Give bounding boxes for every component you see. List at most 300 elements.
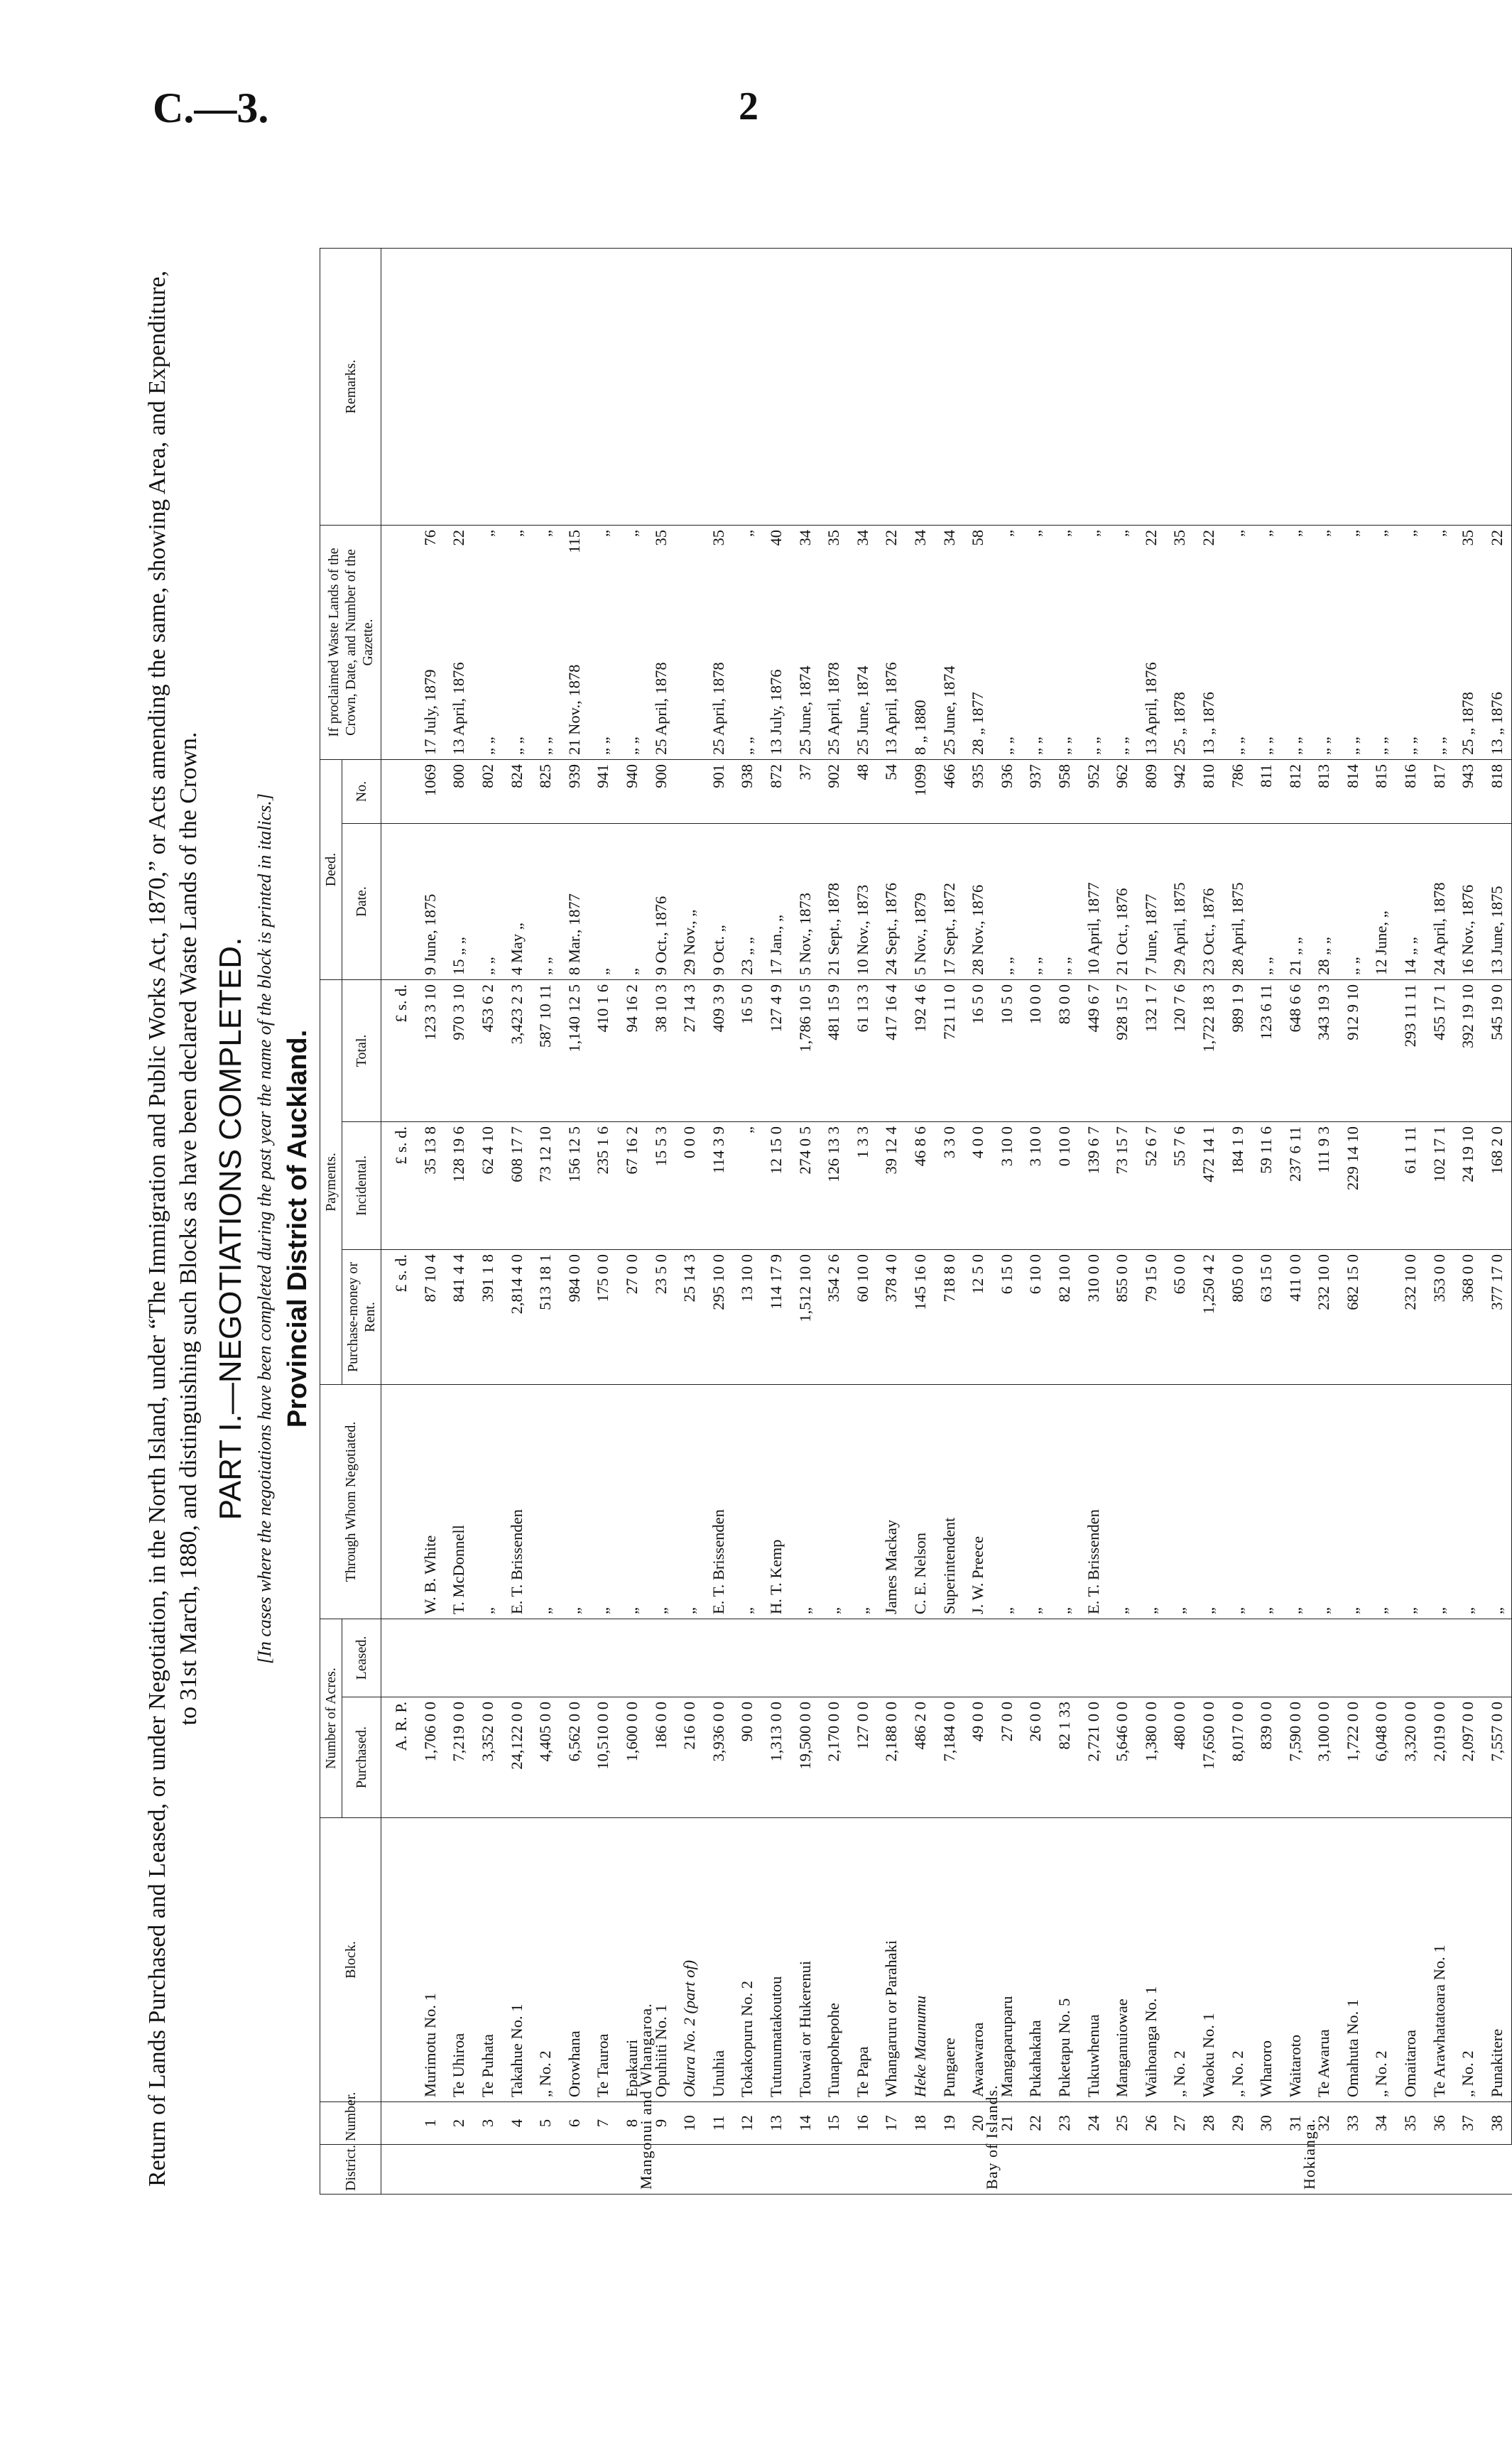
acres-purchased: 7,219 0 0 xyxy=(445,1697,474,1818)
gazette-number: „ xyxy=(479,529,497,537)
gazette-number: 22 xyxy=(450,529,468,546)
table-row xyxy=(445,248,474,2194)
deed-number: 939 xyxy=(560,759,589,823)
gazette-date-text: 21 Nov., 1878 xyxy=(565,664,583,755)
table-row xyxy=(1367,248,1396,2194)
deed-number: 816 xyxy=(1396,759,1425,823)
gazette-date-text: 25 April, 1878 xyxy=(651,662,670,755)
negotiator: Superintendent xyxy=(935,1384,964,1619)
gazette-number: 22 xyxy=(1199,529,1217,546)
header-number: Number. xyxy=(320,2102,381,2145)
gazette-date-text: „ „ xyxy=(738,736,756,755)
total-cost: 481 15 9 xyxy=(820,979,849,1121)
gazette-date xyxy=(1339,525,1368,759)
block-name: Punakitere xyxy=(1483,1818,1512,2102)
header-payments: Payments. xyxy=(320,979,342,1384)
deed-date: 17 Sept., 1872 xyxy=(935,823,964,979)
gazette-number: 22 xyxy=(1487,529,1506,546)
gazette-number: „ xyxy=(1372,529,1391,537)
units-cell xyxy=(381,2102,416,2145)
negotiator: J. W. Preece xyxy=(964,1384,993,1619)
deed-date: 29 April, 1875 xyxy=(1165,823,1195,979)
total-cost: 455 17 1 xyxy=(1425,979,1454,1121)
table-row xyxy=(1425,248,1454,2194)
gazette-date-text: 25 April, 1878 xyxy=(709,662,727,755)
deed-number: 809 xyxy=(1136,759,1165,823)
gazette-date-text: „ „ xyxy=(1026,736,1045,755)
deed-date: 29 Nov., „ xyxy=(675,823,705,979)
negotiator: „ xyxy=(675,1384,705,1619)
block-name: Waihoanga No. 1 xyxy=(1136,1818,1165,2102)
gazette-date xyxy=(992,525,1021,759)
total-cost: 392 19 10 xyxy=(1454,979,1483,1121)
block-name: Awaawaroa xyxy=(964,1818,993,2102)
purchase-money: 805 0 0 xyxy=(1223,1249,1252,1384)
table-row xyxy=(502,248,531,2194)
row-number: 29 xyxy=(1223,2102,1252,2145)
incidental-cost: 62 4 10 xyxy=(474,1121,503,1249)
page-number: 2 xyxy=(739,85,758,129)
negotiator: H. T. Kemp xyxy=(762,1384,791,1619)
gazette-date-text: „ „ xyxy=(1401,736,1420,755)
deed-number: 48 xyxy=(849,759,878,823)
gazette-date-text: „ „ xyxy=(1343,736,1361,755)
incidental-cost: 608 17 7 xyxy=(502,1121,531,1249)
table-body xyxy=(381,248,1512,2194)
deed-date: „ xyxy=(589,823,618,979)
block-name: Omaitaroa xyxy=(1396,1818,1425,2102)
negotiator: E. T. Brissenden xyxy=(705,1384,734,1619)
row-number: 16 xyxy=(849,2102,878,2145)
gazette-number: 34 xyxy=(853,529,871,546)
gazette-number: 40 xyxy=(767,529,785,546)
header-district: District. xyxy=(320,2145,381,2195)
row-number: 12 xyxy=(733,2102,762,2145)
acres-purchased: 82 1 33 xyxy=(1050,1697,1079,1818)
total-cost: 3,423 2 3 xyxy=(502,979,531,1121)
acres-leased xyxy=(1396,1619,1425,1697)
total-cost: 989 1 9 xyxy=(1223,979,1252,1121)
block-name: Te Papa xyxy=(849,1818,878,2102)
row-number: 37 xyxy=(1454,2102,1483,2145)
deed-date: 21 Oct., 1876 xyxy=(1108,823,1137,979)
block-name: Manganuiowae xyxy=(1108,1818,1137,2102)
gazette-date xyxy=(646,525,675,759)
remarks-cell xyxy=(1454,248,1483,525)
block-name: Heke Maunumu xyxy=(906,1818,935,2102)
purchase-money: 682 15 0 xyxy=(1339,1249,1368,1384)
acres-leased xyxy=(1483,1619,1512,1697)
gazette-date-text: „ „ xyxy=(1315,736,1333,755)
gazette-date-text: „ „ xyxy=(479,736,497,755)
negotiator: „ xyxy=(820,1384,849,1619)
row-number: 38 xyxy=(1483,2102,1512,2145)
block-name: „ No. 2 xyxy=(1223,1818,1252,2102)
table-row xyxy=(1195,248,1224,2194)
table-row xyxy=(906,248,935,2194)
gazette-number: 22 xyxy=(882,529,901,546)
negotiator: „ xyxy=(646,1384,675,1619)
deed-number: 940 xyxy=(618,759,647,823)
deed-date: 9 Oct., 1876 xyxy=(646,823,675,979)
negotiator: „ xyxy=(1367,1384,1396,1619)
deed-date: „ „ xyxy=(1339,823,1368,979)
incidental-cost: 67 16 2 xyxy=(618,1121,647,1249)
deed-date: 8 Mar., 1877 xyxy=(560,823,589,979)
acres-leased xyxy=(906,1619,935,1697)
negotiator: „ xyxy=(1280,1384,1310,1619)
acres-leased xyxy=(1280,1619,1310,1697)
incidental-cost: 61 1 11 xyxy=(1396,1121,1425,1249)
row-number: 35 xyxy=(1396,2102,1425,2145)
gazette-date xyxy=(589,525,618,759)
total-cost: 409 3 9 xyxy=(705,979,734,1121)
gazette-number: „ xyxy=(1228,529,1246,537)
deed-number: 936 xyxy=(992,759,1021,823)
row-number: 13 xyxy=(762,2102,791,2145)
acres-leased xyxy=(733,1619,762,1697)
row-number: 26 xyxy=(1136,2102,1165,2145)
remarks-cell xyxy=(618,248,647,525)
purchase-money: 855 0 0 xyxy=(1108,1249,1137,1384)
table-row xyxy=(1339,248,1368,2194)
table-row xyxy=(560,248,589,2194)
acres-purchased: 6,562 0 0 xyxy=(560,1697,589,1818)
remarks-cell xyxy=(1483,248,1512,525)
units-row xyxy=(381,248,416,2194)
negotiator: „ xyxy=(560,1384,589,1619)
italics-note: [In cases where the negotiations have been completed during the past year the name of the block is printed in italics.] xyxy=(254,793,275,1664)
header-remarks: Remarks. xyxy=(320,248,381,525)
gazette-date-text: 8 „ 1880 xyxy=(910,700,929,755)
acres-leased xyxy=(1195,1619,1224,1697)
units-cell xyxy=(381,1384,416,1619)
purchase-money: 295 10 0 xyxy=(705,1249,734,1384)
remarks-cell xyxy=(790,248,820,525)
acres-leased xyxy=(964,1619,993,1697)
negotiator: „ xyxy=(531,1384,560,1619)
acres-leased xyxy=(1454,1619,1483,1697)
gazette-number: 34 xyxy=(795,529,814,546)
deed-number: 935 xyxy=(964,759,993,823)
negotiator: „ xyxy=(1021,1384,1050,1619)
acres-purchased: 839 0 0 xyxy=(1252,1697,1281,1818)
acres-purchased: 216 0 0 xyxy=(675,1697,705,1818)
header-purchase-money: Purchase-money or Rent. xyxy=(342,1249,381,1384)
gazette-date xyxy=(705,525,734,759)
total-cost: 123 3 10 xyxy=(416,979,445,1121)
acres-purchased: 1,600 0 0 xyxy=(618,1697,647,1818)
block-name: Touwai or Hukerenui xyxy=(790,1818,820,2102)
negotiator: „ xyxy=(589,1384,618,1619)
acres-purchased: 3,100 0 0 xyxy=(1310,1697,1339,1818)
deed-date: 28 April, 1875 xyxy=(1223,823,1252,979)
remarks-cell xyxy=(1310,248,1339,525)
negotiator: „ xyxy=(1252,1384,1281,1619)
block-name: Te Puhata xyxy=(474,1818,503,2102)
acres-leased xyxy=(531,1619,560,1697)
remarks-cell xyxy=(1223,248,1252,525)
deed-number: 1099 xyxy=(906,759,935,823)
acres-purchased: 90 0 0 xyxy=(733,1697,762,1818)
gazette-date xyxy=(964,525,993,759)
acres-leased xyxy=(589,1619,618,1697)
deed-number: 802 xyxy=(474,759,503,823)
table-row xyxy=(1310,248,1339,2194)
row-number: 5 xyxy=(531,2102,560,2145)
negotiator: T. McDonnell xyxy=(445,1384,474,1619)
total-cost: 192 4 6 xyxy=(906,979,935,1121)
block-name: Puketapu No. 5 xyxy=(1050,1818,1079,2102)
deed-date: „ „ xyxy=(531,823,560,979)
incidental-cost: 126 13 3 xyxy=(820,1121,849,1249)
purchase-money: 13 10 0 xyxy=(733,1249,762,1384)
deed-date: 24 April, 1878 xyxy=(1425,823,1454,979)
deed-date: 7 June, 1877 xyxy=(1136,823,1165,979)
purchase-money: 114 17 9 xyxy=(762,1249,791,1384)
acres-purchased: 8,017 0 0 xyxy=(1223,1697,1252,1818)
row-number: 3 xyxy=(474,2102,503,2145)
units-cell xyxy=(381,823,416,979)
acres-purchased: 2,019 0 0 xyxy=(1425,1697,1454,1818)
acres-leased xyxy=(560,1619,589,1697)
table-row xyxy=(964,248,993,2194)
incidental-cost: 235 1 6 xyxy=(589,1121,618,1249)
total-cost: 545 19 0 xyxy=(1483,979,1512,1121)
row-number: 31 xyxy=(1280,2102,1310,2145)
deed-date: 17 Jan., „ xyxy=(762,823,791,979)
total-cost: 10 0 0 xyxy=(1021,979,1050,1121)
block-name: Te Arawhatatoara No. 1 xyxy=(1425,1818,1454,2102)
deed-number: 958 xyxy=(1050,759,1079,823)
purchase-money: 391 1 8 xyxy=(474,1249,503,1384)
incidental-cost: 55 7 6 xyxy=(1165,1121,1195,1249)
acres-purchased: 6,048 0 0 xyxy=(1367,1697,1396,1818)
header-leased: Leased. xyxy=(342,1619,381,1697)
gazette-date xyxy=(1108,525,1137,759)
total-cost: 38 10 3 xyxy=(646,979,675,1121)
remarks-cell xyxy=(906,248,935,525)
block-name: Mangaparuparu xyxy=(992,1818,1021,2102)
incidental-cost: 128 19 6 xyxy=(445,1121,474,1249)
deed-number: 37 xyxy=(790,759,820,823)
deed-number: 811 xyxy=(1252,759,1281,823)
table-row xyxy=(1454,248,1483,2194)
incidental-cost: 46 8 6 xyxy=(906,1121,935,1249)
row-number: 34 xyxy=(1367,2102,1396,2145)
remarks-cell xyxy=(1339,248,1368,525)
row-number: 14 xyxy=(790,2102,820,2145)
acres-purchased: 7,557 0 0 xyxy=(1483,1697,1512,1818)
remarks-cell xyxy=(1021,248,1050,525)
units-cell xyxy=(381,248,416,525)
acres-leased xyxy=(992,1619,1021,1697)
incidental-cost: 73 12 10 xyxy=(531,1121,560,1249)
incidental-cost: 472 14 1 xyxy=(1195,1121,1224,1249)
units-cell: £ s. d. xyxy=(381,1121,416,1249)
acres-purchased: 186 0 0 xyxy=(646,1697,675,1818)
deed-date: „ „ xyxy=(992,823,1021,979)
row-number: 33 xyxy=(1339,2102,1368,2145)
deed-date: 23 Oct., 1876 xyxy=(1195,823,1224,979)
gazette-date xyxy=(762,525,791,759)
remarks-cell xyxy=(964,248,993,525)
acres-leased xyxy=(1021,1619,1050,1697)
row-number: 23 xyxy=(1050,2102,1079,2145)
row-number: 11 xyxy=(705,2102,734,2145)
row-number: 17 xyxy=(877,2102,906,2145)
document-reference: C.—3. xyxy=(153,85,269,131)
acres-purchased: 127 0 0 xyxy=(849,1697,878,1818)
block-name: Tunapohepohe xyxy=(820,1818,849,2102)
acres-leased xyxy=(1223,1619,1252,1697)
remarks-cell xyxy=(1195,248,1224,525)
acres-leased xyxy=(646,1619,675,1697)
negotiator: E. T. Brissenden xyxy=(502,1384,531,1619)
gazette-date xyxy=(560,525,589,759)
acres-leased xyxy=(1367,1619,1396,1697)
remarks-cell xyxy=(589,248,618,525)
deed-date: „ „ xyxy=(1252,823,1281,979)
acres-leased xyxy=(790,1619,820,1697)
incidental-cost: 114 3 9 xyxy=(705,1121,734,1249)
gazette-date-text: 25 June, 1874 xyxy=(853,665,871,755)
acres-leased xyxy=(1339,1619,1368,1697)
acres-leased xyxy=(1310,1619,1339,1697)
purchase-money: 79 15 0 xyxy=(1136,1249,1165,1384)
gazette-date-text: 17 July, 1879 xyxy=(420,669,439,755)
acres-leased xyxy=(416,1619,445,1697)
deed-date: 23 „ „ xyxy=(733,823,762,979)
block-name: „ No. 2 xyxy=(1454,1818,1483,2102)
gazette-number: „ xyxy=(1055,529,1073,537)
total-cost: 721 11 0 xyxy=(935,979,964,1121)
gazette-date-text: 13 July, 1876 xyxy=(767,669,785,755)
acres-purchased: 3,320 0 0 xyxy=(1396,1697,1425,1818)
remarks-cell xyxy=(1425,248,1454,525)
negotiator: „ xyxy=(849,1384,878,1619)
deed-date: 28 Nov., 1876 xyxy=(964,823,993,979)
deed-number: 902 xyxy=(820,759,849,823)
block-name: Te Uhiroa xyxy=(445,1818,474,2102)
gazette-date xyxy=(1280,525,1310,759)
negotiator: „ xyxy=(1425,1384,1454,1619)
remarks-cell xyxy=(416,248,445,525)
block-name: Te Awarua xyxy=(1310,1818,1339,2102)
gazette-date xyxy=(1396,525,1425,759)
gazette-date xyxy=(1367,525,1396,759)
acres-purchased: 7,590 0 0 xyxy=(1280,1697,1310,1818)
total-cost: 343 19 3 xyxy=(1310,979,1339,1121)
gazette-date xyxy=(733,525,762,759)
gazette-number: 34 xyxy=(910,529,929,546)
gazette-date xyxy=(849,525,878,759)
purchase-money: 145 16 0 xyxy=(906,1249,935,1384)
header-incidental: Incidental. xyxy=(342,1121,381,1249)
incidental-cost: 3 10 0 xyxy=(992,1121,1021,1249)
acres-purchased: 3,936 0 0 xyxy=(705,1697,734,1818)
header-proclaimed: If proclaimed Waste Lands of the Crown, Date, and Number of the Gazette. xyxy=(320,525,381,759)
acres-purchased: 26 0 0 xyxy=(1021,1697,1050,1818)
negotiator: „ xyxy=(1136,1384,1165,1619)
purchase-money: 60 10 0 xyxy=(849,1249,878,1384)
row-number: 9 xyxy=(646,2102,675,2145)
total-cost: 912 9 10 xyxy=(1339,979,1368,1121)
deed-date: 13 June, 1875 xyxy=(1483,823,1512,979)
acres-leased xyxy=(445,1619,474,1697)
rotated-page-content xyxy=(128,206,1506,2251)
deed-date: 14 „ „ xyxy=(1396,823,1425,979)
units-cell: £ s. d. xyxy=(381,979,416,1121)
deed-date: 12 June, „ xyxy=(1367,823,1396,979)
table-row xyxy=(531,248,560,2194)
gazette-number: 35 xyxy=(709,529,727,546)
return-title: Return of Lands Purchased and Leased, or under Negotiation, in the North Island, under “The Immigration and Public Works Act, 1870,” or Acts amending the same, showing Area, and Expenditure, to 31st March, 1880, and distinguishing such Blocks as have been declared Waste Lands of the Crown. xyxy=(144,270,202,2187)
gazette-date-text: „ „ xyxy=(1257,736,1276,755)
table-row xyxy=(1136,248,1165,2194)
gazette-date xyxy=(1425,525,1454,759)
negotiator: „ xyxy=(992,1384,1021,1619)
gazette-date xyxy=(502,525,531,759)
gazette-date-text: 25 June, 1874 xyxy=(795,665,814,755)
block-name: Waoku No. 1 xyxy=(1195,1818,1224,2102)
gazette-date-text: „ „ xyxy=(997,736,1016,755)
row-number: 25 xyxy=(1108,2102,1137,2145)
gazette-date-text: „ „ xyxy=(1084,736,1102,755)
acres-leased xyxy=(1165,1619,1195,1697)
acres-purchased: 5,646 0 0 xyxy=(1108,1697,1137,1818)
gazette-number: „ xyxy=(623,529,641,537)
gazette-date-text: „ „ xyxy=(507,736,526,755)
incidental-cost: 168 2 0 xyxy=(1483,1121,1512,1249)
remarks-cell xyxy=(560,248,589,525)
negotiator: „ xyxy=(1223,1384,1252,1619)
acres-leased xyxy=(675,1619,705,1697)
table-row xyxy=(1165,248,1195,2194)
incidental-cost: 229 14 10 xyxy=(1339,1121,1368,1249)
district-cell: Hokianga. xyxy=(1108,2145,1512,2195)
incidental-cost: 0 0 0 xyxy=(675,1121,705,1249)
incidental-cost: 184 1 9 xyxy=(1223,1121,1252,1249)
negotiator: „ xyxy=(1454,1384,1483,1619)
gazette-number: „ xyxy=(1113,529,1131,537)
gazette-date xyxy=(1252,525,1281,759)
acres-purchased: 2,721 0 0 xyxy=(1079,1697,1108,1818)
district-cell: Mangonui and Whangaroa. xyxy=(416,2145,878,2195)
row-number: 30 xyxy=(1252,2102,1281,2145)
total-cost: 27 14 3 xyxy=(675,979,705,1121)
deed-number: 824 xyxy=(502,759,531,823)
block-name: Pungaere xyxy=(935,1818,964,2102)
acres-leased xyxy=(1136,1619,1165,1697)
gazette-number: „ xyxy=(997,529,1016,537)
units-cell xyxy=(381,1619,416,1697)
header-acres: Number of Acres. xyxy=(320,1619,342,1817)
acres-purchased: 24,122 0 0 xyxy=(502,1697,531,1818)
deed-number: 942 xyxy=(1165,759,1195,823)
gazette-number: „ xyxy=(507,529,526,537)
row-number: 8 xyxy=(618,2102,647,2145)
total-cost: 449 6 7 xyxy=(1079,979,1108,1121)
gazette-date-text: „ „ xyxy=(1113,736,1131,755)
purchase-money: 1,250 4 2 xyxy=(1195,1249,1224,1384)
row-number: 4 xyxy=(502,2102,531,2145)
total-cost: 94 16 2 xyxy=(618,979,647,1121)
incidental-cost: 39 12 4 xyxy=(877,1121,906,1249)
gazette-date xyxy=(906,525,935,759)
deed-number: 800 xyxy=(445,759,474,823)
block-name: Unuhia xyxy=(705,1818,734,2102)
